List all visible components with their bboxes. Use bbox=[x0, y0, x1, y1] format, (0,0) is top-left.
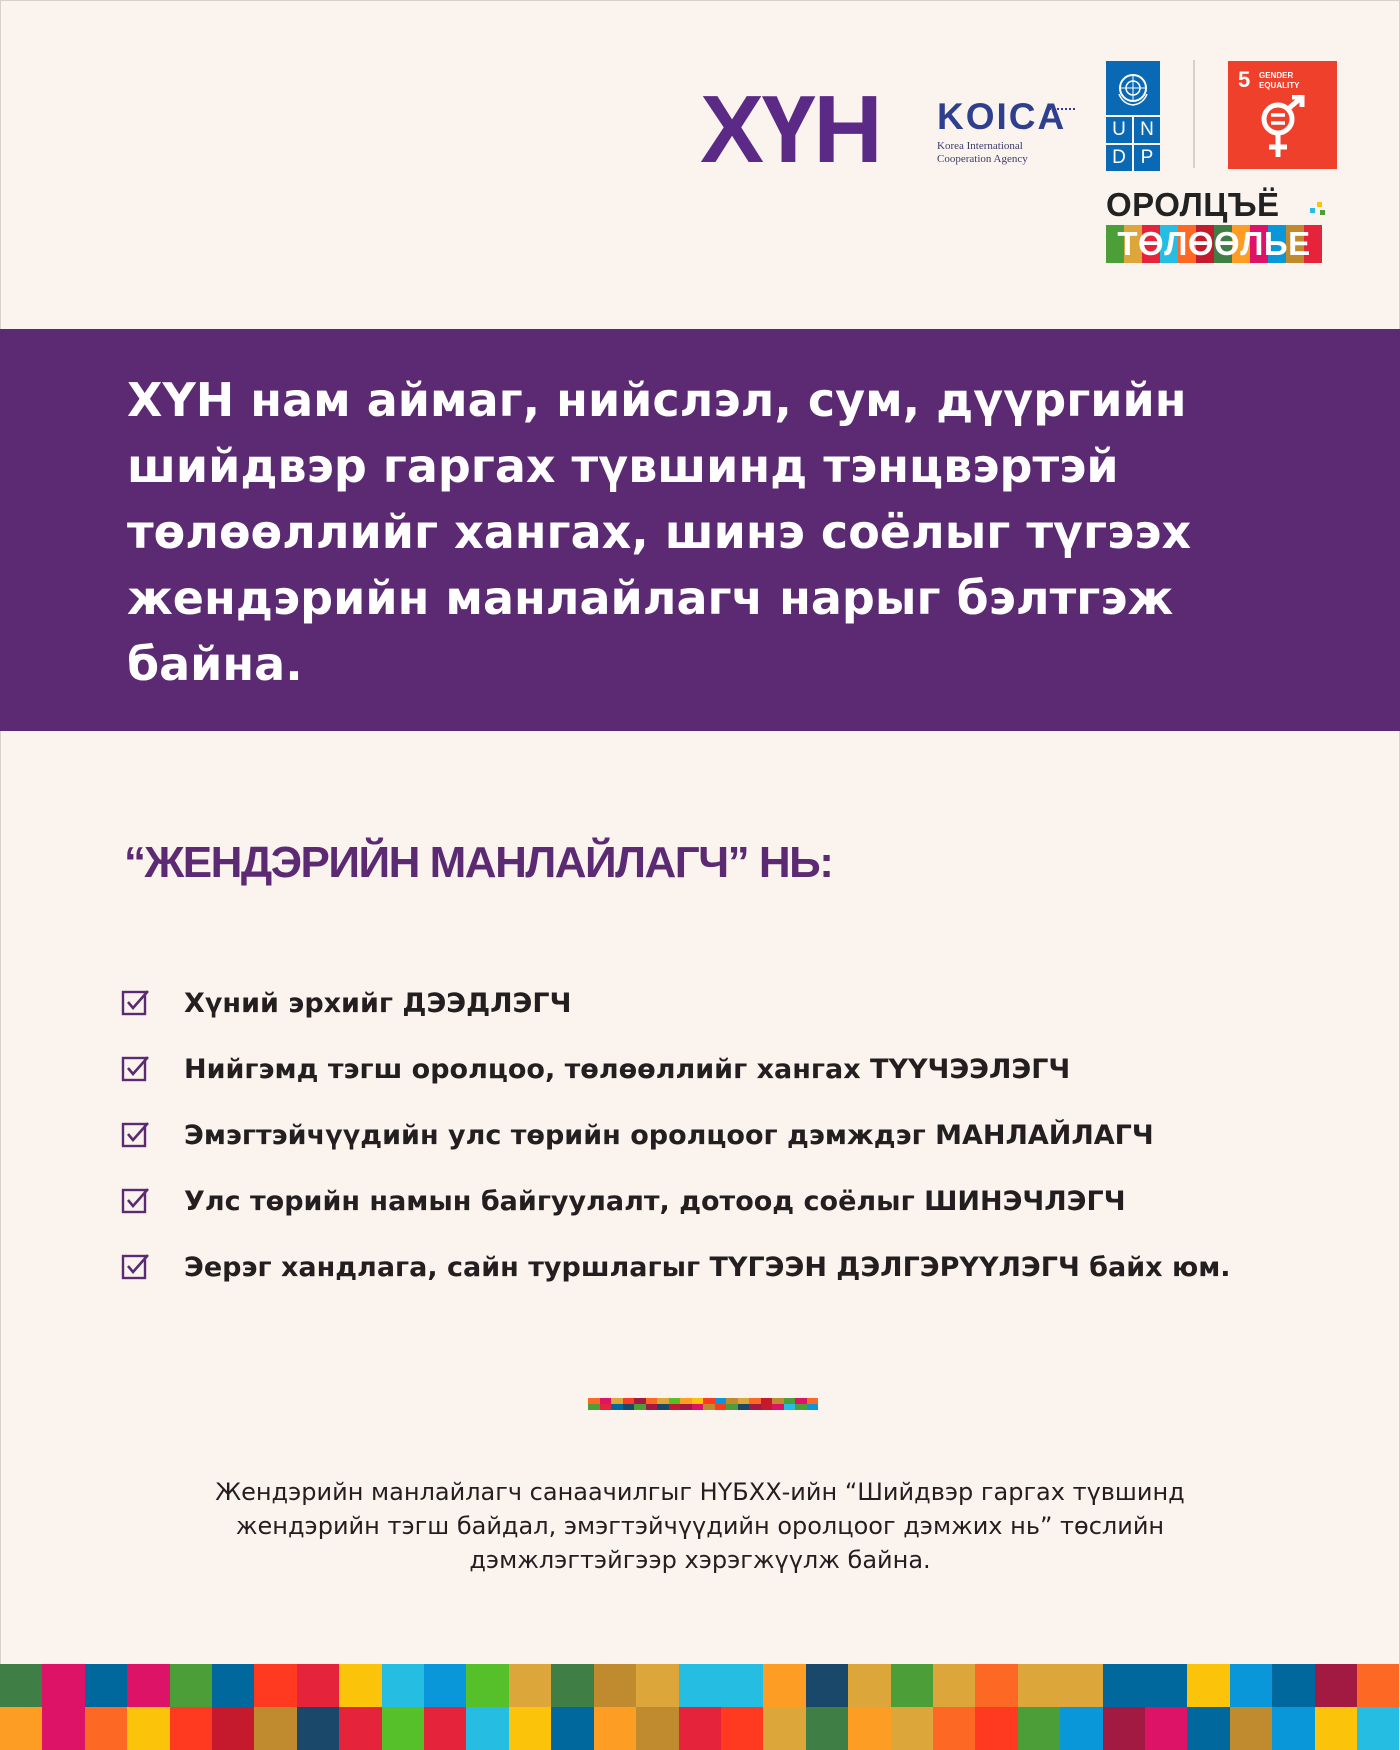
mosaic-tile bbox=[611, 1404, 623, 1410]
mosaic-tile bbox=[127, 1707, 169, 1750]
mosaic-tile bbox=[1357, 1707, 1399, 1750]
mosaic-tile bbox=[170, 1707, 212, 1750]
checkbox-checked-icon bbox=[120, 1186, 150, 1216]
mosaic-tile bbox=[975, 1664, 1017, 1707]
mosaic-tile bbox=[509, 1664, 551, 1707]
checkbox-checked-icon bbox=[120, 1054, 150, 1084]
koica-wings-icon bbox=[1049, 108, 1075, 118]
mosaic-tile bbox=[382, 1707, 424, 1750]
footnote-line1: Жендэрийн манлайлагч санаачилгыг НҮБХХ-ийн “Шийдвэр гаргах түвшинд bbox=[215, 1478, 1185, 1506]
mosaic-tile bbox=[1060, 1664, 1102, 1707]
mosaic-tile bbox=[763, 1664, 805, 1707]
leader-qualities-list bbox=[120, 970, 1231, 1300]
mosaic-tile bbox=[127, 1664, 169, 1707]
mosaic-tile bbox=[763, 1707, 805, 1750]
mosaic-tile bbox=[466, 1664, 508, 1707]
mosaic-tile bbox=[784, 1404, 796, 1410]
mosaic-tile bbox=[339, 1707, 381, 1750]
mosaic-tile bbox=[212, 1707, 254, 1750]
mosaic-tile bbox=[1145, 1707, 1187, 1750]
mosaic-tile bbox=[509, 1707, 551, 1750]
mosaic-tile bbox=[891, 1707, 933, 1750]
mosaic-tile bbox=[212, 1664, 254, 1707]
checkbox-checked-icon bbox=[120, 1252, 150, 1282]
koica-logo bbox=[937, 98, 1072, 166]
mosaic-footer-band bbox=[0, 1664, 1400, 1750]
checkbox-checked-icon bbox=[120, 1120, 150, 1150]
campaign-line2-box bbox=[1106, 225, 1322, 263]
footnote-line3: дэмжлэгтэйгээр хэрэгжүүлж байна. bbox=[469, 1546, 931, 1574]
sdg5-badge bbox=[1228, 61, 1337, 169]
mosaic-tile bbox=[703, 1404, 715, 1410]
sdg5-label bbox=[1259, 71, 1299, 91]
mosaic-tile bbox=[634, 1404, 646, 1410]
mosaic-tile bbox=[600, 1404, 612, 1410]
mosaic-tile bbox=[1187, 1707, 1229, 1750]
sdg5-label-line1: GENDER bbox=[1259, 71, 1294, 80]
mosaic-tile bbox=[382, 1664, 424, 1707]
list-item bbox=[120, 1036, 1231, 1102]
undp-letter-d: D bbox=[1106, 145, 1132, 171]
mosaic-tile bbox=[42, 1707, 84, 1750]
mosaic-tile bbox=[807, 1404, 819, 1410]
mosaic-tile bbox=[679, 1707, 721, 1750]
mosaic-tile bbox=[424, 1664, 466, 1707]
mosaic-tile bbox=[726, 1404, 738, 1410]
mosaic-tile bbox=[933, 1707, 975, 1750]
headline-banner bbox=[0, 329, 1400, 731]
undp-letter-u: U bbox=[1106, 117, 1132, 143]
campaign-logo bbox=[1106, 188, 1322, 263]
mosaic-tile bbox=[1018, 1707, 1060, 1750]
campaign-dots-icon bbox=[1310, 202, 1326, 216]
mosaic-tile bbox=[424, 1707, 466, 1750]
mosaic-tile bbox=[761, 1404, 773, 1410]
mosaic-tile bbox=[715, 1404, 727, 1410]
mosaic-tile bbox=[1272, 1707, 1314, 1750]
mosaic-tile bbox=[721, 1664, 763, 1707]
koica-wordmark: KOICA bbox=[937, 96, 1067, 137]
mosaic-tile bbox=[795, 1404, 807, 1410]
mosaic-tile bbox=[1272, 1664, 1314, 1707]
list-item bbox=[120, 1168, 1231, 1234]
mosaic-tile bbox=[1145, 1664, 1187, 1707]
mosaic-tile bbox=[1060, 1707, 1102, 1750]
mosaic-tile bbox=[891, 1664, 933, 1707]
undp-logo bbox=[1106, 61, 1160, 167]
checkbox-checked-icon bbox=[120, 988, 150, 1018]
xyh-party-logo: ХҮН bbox=[700, 76, 881, 183]
undp-letter-n: N bbox=[1134, 117, 1160, 143]
mosaic-tile bbox=[297, 1664, 339, 1707]
mosaic-tile bbox=[1103, 1664, 1145, 1707]
mosaic-tile bbox=[848, 1707, 890, 1750]
campaign-line2: ТӨЛӨӨЛЬЕ bbox=[1117, 225, 1311, 262]
mosaic-tile bbox=[680, 1404, 692, 1410]
list-item-text: Эерэг хандлага, сайн туршлагыг ТҮГЭЭН ДЭЛГЭРҮҮЛЭГЧ байх юм. bbox=[184, 1251, 1231, 1283]
mosaic-tile bbox=[42, 1664, 84, 1707]
section-title: “ЖЕНДЭРИЙН МАНЛАЙЛАГЧ” НЬ: bbox=[124, 838, 833, 887]
mosaic-tile bbox=[551, 1664, 593, 1707]
list-item-text: Хүний эрхийг ДЭЭДЛЭГЧ bbox=[184, 987, 572, 1019]
mosaic-tile bbox=[1357, 1664, 1399, 1707]
mosaic-tile bbox=[738, 1404, 750, 1410]
mosaic-tile bbox=[1018, 1664, 1060, 1707]
mosaic-tile bbox=[848, 1664, 890, 1707]
mosaic-tile bbox=[466, 1707, 508, 1750]
mosaic-tile bbox=[297, 1707, 339, 1750]
mosaic-tile bbox=[339, 1664, 381, 1707]
list-item bbox=[120, 1234, 1231, 1300]
koica-subtitle-line2: Cooperation Agency bbox=[937, 153, 1028, 165]
mosaic-tile bbox=[806, 1664, 848, 1707]
koica-subtitle-line1: Korea International bbox=[937, 140, 1023, 152]
mosaic-tile bbox=[692, 1404, 704, 1410]
footnote-line2: жендэрийн тэгш байдал, эмэгтэйчүүдийн оролцоог дэмжих нь” төслийн bbox=[235, 1512, 1165, 1540]
mosaic-tile bbox=[254, 1664, 296, 1707]
mosaic-tile bbox=[721, 1707, 763, 1750]
mosaic-tile bbox=[0, 1707, 42, 1750]
list-item bbox=[120, 1102, 1231, 1168]
mosaic-tile bbox=[636, 1707, 678, 1750]
list-item-text: Улс төрийн намын байгуулалт, дотоод соёлыг ШИНЭЧЛЭГЧ bbox=[184, 1185, 1126, 1217]
mosaic-tile bbox=[975, 1707, 1017, 1750]
list-item-text: Нийгэмд тэгш оролцоо, төлөөллийг хангах ТҮҮЧЭЭЛЭГЧ bbox=[184, 1053, 1071, 1085]
mosaic-tile bbox=[1230, 1664, 1272, 1707]
mosaic-tile bbox=[594, 1664, 636, 1707]
mosaic-tile bbox=[646, 1404, 658, 1410]
footnote bbox=[150, 1475, 1250, 1577]
headline-text: ХҮН нам аймаг, нийслэл, сум, дүүргийн шийдвэр гаргах түвшинд тэнцвэртэй төлөөллийг хангах, шинэ соёлыг түгээх жендэрийн манлайлагч нарыг бэлтгэж байна. bbox=[127, 373, 1192, 691]
mosaic-tile bbox=[551, 1707, 593, 1750]
mosaic-tile bbox=[85, 1707, 127, 1750]
mosaic-tile bbox=[1230, 1707, 1272, 1750]
koica-subtitle bbox=[937, 140, 1072, 166]
list-item bbox=[120, 970, 1231, 1036]
list-item-text: Эмэгтэйчүүдийн улс төрийн оролцоог дэмждэг МАНЛАЙЛАГЧ bbox=[184, 1119, 1154, 1151]
undp-letter-p: P bbox=[1134, 145, 1160, 171]
mosaic-tile bbox=[669, 1404, 681, 1410]
mosaic-tile bbox=[85, 1664, 127, 1707]
mosaic-tile bbox=[254, 1707, 296, 1750]
logo-divider bbox=[1193, 60, 1195, 168]
mosaic-tile bbox=[1315, 1707, 1357, 1750]
un-emblem-icon bbox=[1106, 61, 1160, 115]
mosaic-tile bbox=[679, 1664, 721, 1707]
mosaic-tile bbox=[636, 1664, 678, 1707]
mosaic-tile bbox=[806, 1707, 848, 1750]
mosaic-tile bbox=[933, 1664, 975, 1707]
mosaic-tile bbox=[588, 1404, 600, 1410]
mosaic-tile bbox=[657, 1404, 669, 1410]
mosaic-tile bbox=[772, 1404, 784, 1410]
mosaic-tile bbox=[594, 1707, 636, 1750]
sdg5-label-line2: EQUALITY bbox=[1259, 81, 1300, 90]
mosaic-tile bbox=[1315, 1664, 1357, 1707]
mosaic-tile bbox=[0, 1664, 42, 1707]
gender-equality-icon bbox=[1258, 95, 1308, 167]
mosaic-tile bbox=[749, 1404, 761, 1410]
mosaic-tile bbox=[170, 1664, 212, 1707]
mosaic-tile bbox=[623, 1404, 635, 1410]
sdg5-number: 5 bbox=[1238, 67, 1251, 92]
mosaic-divider bbox=[588, 1398, 818, 1410]
mosaic-tile bbox=[1103, 1707, 1145, 1750]
campaign-line1: ОРОЛЦЪЁ bbox=[1106, 186, 1280, 223]
mosaic-tile bbox=[1187, 1664, 1229, 1707]
